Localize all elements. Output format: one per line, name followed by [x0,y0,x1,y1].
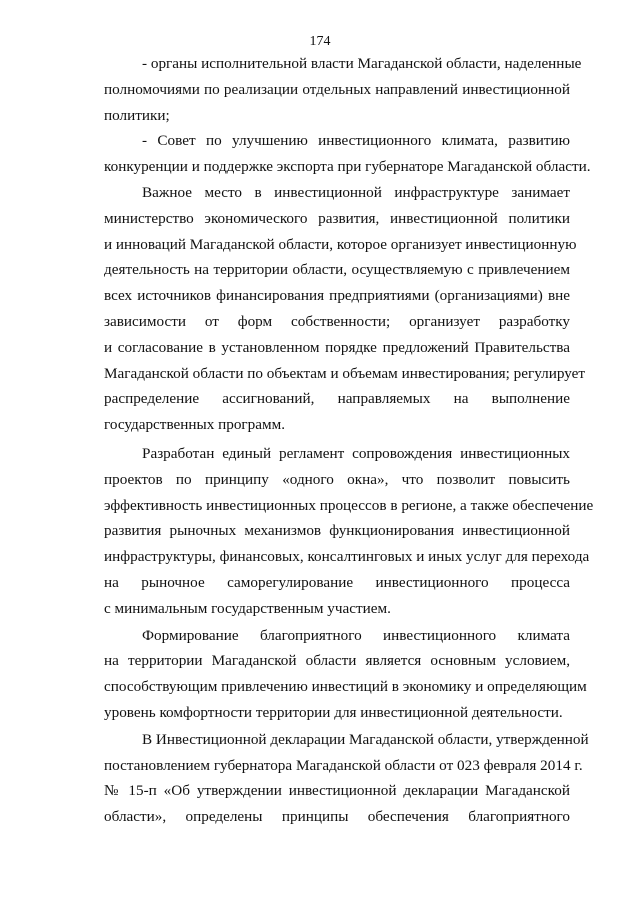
text-line: - органы исполнительной власти Магаданской области, наделенные [142,55,582,72]
text-line: № 15-п «Об утверждении инвестиционной декларации Магаданской [104,782,570,800]
paragraph-bullet-council [104,128,591,180]
text-body [104,51,594,830]
text-line: политики; [104,106,170,124]
text-line: области», определены принципы обеспечения благоприятного [104,808,570,826]
paragraph-declaration [104,727,589,830]
text-line: и согласование в установленном порядке предложений Правительства [104,338,570,356]
text-line: с минимальным государственным участием. [104,599,391,617]
text-line: распределение ассигнований, направляемых на выполнение [104,390,570,408]
text-line: на рыночное саморегулирование инвестиционного процесса [104,573,570,591]
text-line: - Совет по улучшению инвестиционного климата, развитию [142,132,570,150]
text-line: конкуренции и поддержке экспорта при губернаторе Магаданской области. [104,158,591,176]
text-line: проектов по принципу «одного окна», что позволит повысить [104,470,570,488]
text-line: Разработан единый регламент сопровождения инвестиционных [142,444,570,462]
paragraph-ministry [104,180,586,438]
text-line: полномочиями по реализации отдельных направлений инвестиционной [104,80,570,98]
text-line: постановлением губернатора Магаданской области от 023 февраля 2014 г. [104,756,583,774]
text-line: эффективность инвестиционных процессов в регионе, а также обеспечение [104,496,594,514]
text-line: всех источников финансирования предприятиями (организациями) вне [104,287,570,305]
text-line: деятельность на территории области, осуществляемую с привлечением [104,261,570,279]
text-line: Важное место в инвестиционной инфраструктуре занимает [142,183,570,201]
text-line: и инноваций Магаданской области, которое организует инвестиционную [104,235,577,253]
paragraph-climate [104,623,587,726]
paragraph-regulation [104,441,594,622]
text-line: Магаданской области по объектам и объемам инвестирования; регулирует [104,364,586,382]
text-line: Формирование благоприятного инвестиционного климата [142,626,570,644]
text-line: государственных программ. [104,416,286,434]
text-line: развития рыночных механизмов функционирования инвестиционной [104,522,570,540]
page-number: 174 [309,34,331,49]
paragraph-bullet-organs [104,51,582,128]
text-line: зависимости от форм собственности; организует разработку [104,312,570,330]
text-line: на территории Магаданской области является основным условием, [104,652,570,670]
text-line: инфраструктуры, финансовых, консалтинговых и иных услуг для перехода [104,548,590,566]
text-line: уровень комфортности территории для инвестиционной деятельности. [104,703,563,721]
text-line: способствующим привлечению инвестиций в экономику и определяющим [104,678,587,696]
text-line: министерство экономического развития, инвестиционной политики [104,209,570,227]
text-line: В Инвестиционной декларации Магаданской области, утвержденной [142,730,589,748]
